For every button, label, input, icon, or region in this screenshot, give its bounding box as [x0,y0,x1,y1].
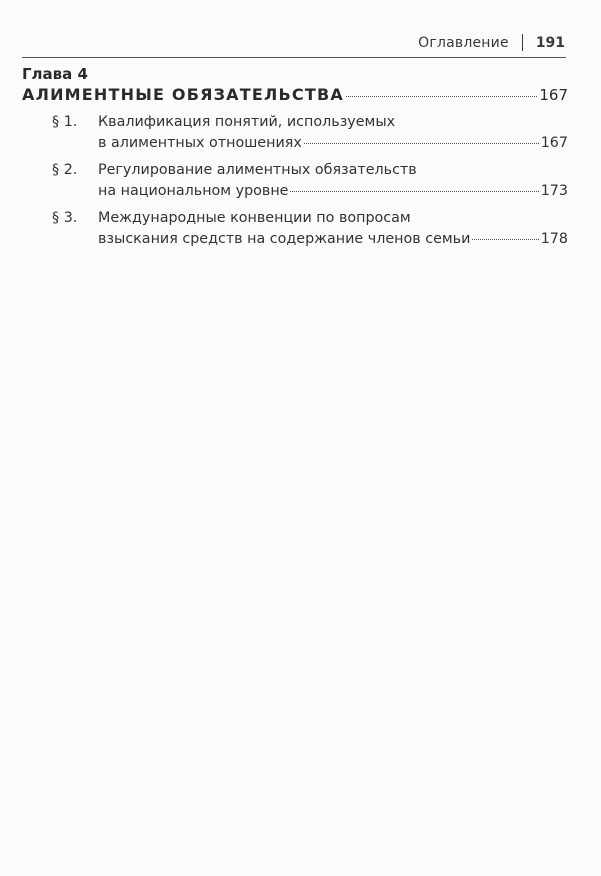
section-page: 167 [540,135,568,151]
chapter-label: Глава 4 [22,65,88,83]
section-title-line: в алиментных отношениях [98,135,302,151]
section-page: 178 [540,231,568,247]
running-header-section: Оглавление [418,34,509,51]
header-separator [522,34,523,51]
dot-leader [290,191,538,192]
section-title-line: Регулирование алиментных обязательств [98,162,417,178]
section-title-line: на национальном уровне [98,183,289,199]
table-of-contents [22,64,568,250]
section-mark: § 2. [52,162,78,178]
dot-leader [304,143,539,144]
page-number: 191 [535,34,565,51]
section-entry-1 [22,112,568,154]
section-mark: § 3. [52,210,78,226]
dot-leader [472,239,538,240]
chapter-title: АЛИМЕНТНЫЕ ОБЯЗАТЕЛЬСТВА [22,85,344,104]
section-title-line: взыскания средств на содержание членов семьи [98,231,471,247]
section-title-line: Квалификация понятий, используемых [98,114,396,130]
running-header [418,34,565,51]
dot-leader [346,96,537,97]
section-page: 173 [540,183,568,199]
section-title-line: Международные конвенции по вопросам [98,210,411,226]
chapter-entry [22,84,568,106]
header-rule [22,57,566,58]
section-entry-2 [22,160,568,202]
section-mark: § 1. [52,114,78,130]
section-entry-3 [22,208,568,250]
chapter-page: 167 [539,86,568,104]
